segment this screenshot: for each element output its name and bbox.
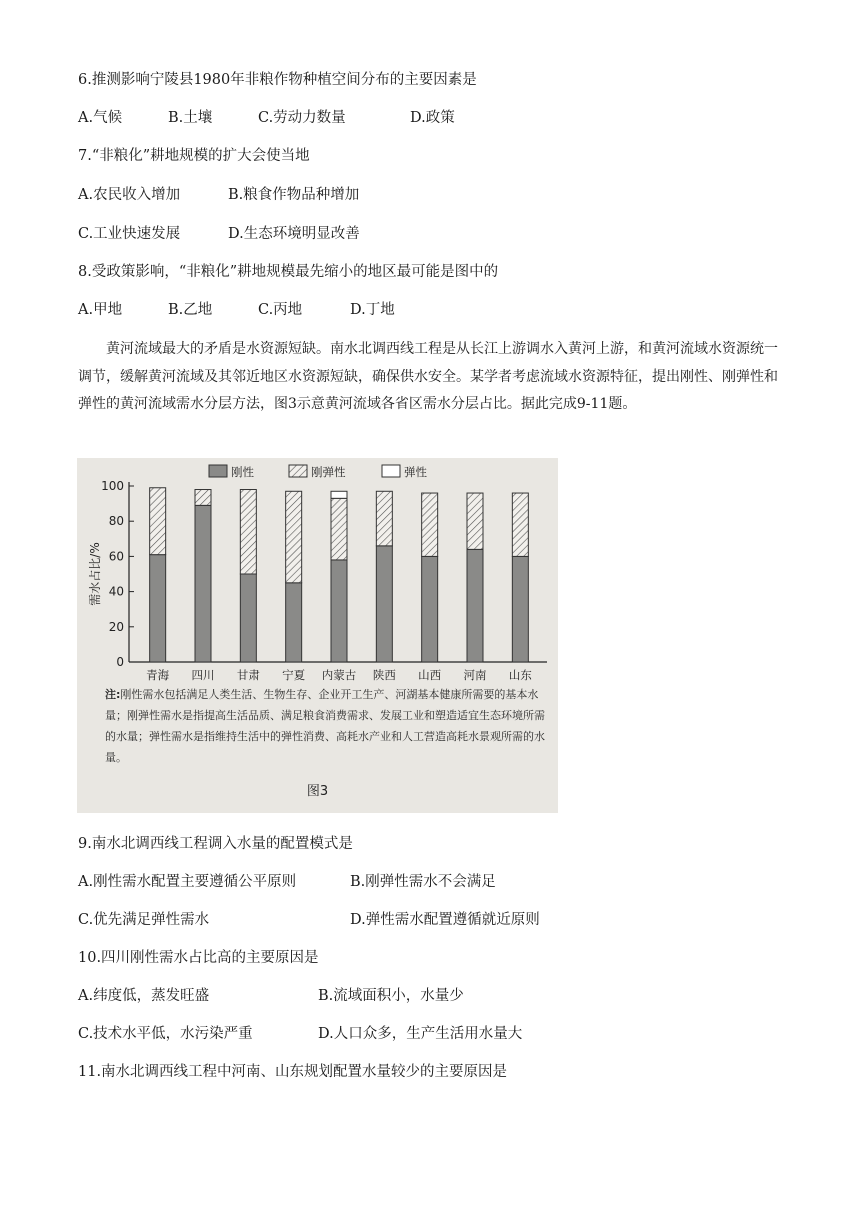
question-7-option-b: B.粮食作物品种增加: [228, 187, 360, 203]
bar-segment-rigid-elastic: [331, 498, 347, 560]
y-tick-label: 100: [101, 479, 124, 493]
question-6-stem: 6.推测影响宁陵县1980年非粮作物种植空间分布的主要因素是: [78, 72, 477, 88]
question-10-option-a: A.纬度低，蒸发旺盛: [78, 988, 210, 1004]
legend-swatch: [209, 465, 227, 477]
question-6-option-b: B.土壤: [168, 110, 213, 126]
bar-segment-elastic: [331, 491, 347, 498]
legend-swatch: [289, 465, 307, 477]
question-10-stem: 10.四川刚性需水占比高的主要原因是: [78, 950, 319, 966]
bar-segment-rigid-elastic: [286, 491, 302, 583]
bar-segment-rigid: [286, 583, 302, 662]
question-8-stem: 8.受政策影响，“非粮化”耕地规模最先缩小的地区最可能是图中的: [78, 264, 499, 280]
bar-segment-rigid: [240, 574, 256, 662]
bar-segment-rigid: [331, 560, 347, 662]
question-8-option-a: A.甲地: [78, 302, 123, 318]
bar-segment-rigid-elastic: [150, 488, 166, 555]
question-6-option-a: A.气候: [78, 110, 123, 126]
question-9-option-a: A.刚性需水配置主要遵循公平原则: [78, 874, 297, 890]
question-6-option-c: C.劳动力数量: [258, 110, 346, 126]
bar-segment-rigid-elastic: [376, 491, 392, 546]
question-7-option-d: D.生态环境明显改善: [228, 226, 360, 242]
x-category-label: 内蒙古: [321, 668, 357, 682]
x-category-label: 甘肃: [236, 668, 260, 682]
bar-segment-rigid: [195, 505, 211, 662]
legend-label: 弹性: [404, 465, 427, 479]
bar-segment-rigid: [376, 546, 392, 662]
figure-note-label: 注:: [105, 688, 121, 701]
y-tick-label: 40: [108, 584, 124, 599]
y-tick-label: 0: [116, 655, 124, 669]
y-axis-label: 需水占比/%: [88, 542, 102, 606]
y-tick-label: 20: [108, 619, 124, 634]
question-11-stem: 11.南水北调西线工程中河南、山东规划配置水量较少的主要原因是: [78, 1064, 508, 1080]
bar-segment-rigid: [150, 555, 166, 662]
bar-segment-rigid: [467, 549, 483, 662]
question-8-option-d: D.丁地: [350, 302, 395, 318]
question-10-option-b: B.流域面积小，水量少: [318, 988, 464, 1004]
x-category-label: 青海: [146, 668, 170, 682]
figure-caption: 图3: [306, 784, 329, 799]
bar-segment-rigid: [422, 556, 438, 662]
bar-segment-rigid-elastic: [512, 493, 528, 556]
question-7-stem: 7.“非粮化”耕地规模的扩大会使当地: [78, 148, 310, 164]
bar-segment-rigid-elastic: [467, 493, 483, 549]
y-tick-label: 80: [108, 514, 124, 529]
x-category-label: 陕西: [372, 668, 396, 682]
figure-3: [77, 458, 558, 813]
legend-swatch: [382, 465, 400, 477]
legend-label: 刚弹性: [311, 465, 346, 479]
figure-note: [105, 684, 545, 768]
legend-label: 刚性: [231, 465, 254, 479]
question-7-option-a: A.农民收入增加: [78, 187, 181, 203]
question-8-option-b: B.乙地: [168, 302, 213, 318]
bar-segment-rigid-elastic: [240, 490, 256, 574]
question-9-stem: 9.南水北调西线工程调入水量的配置模式是: [78, 836, 353, 852]
bar-segment-rigid-elastic: [195, 490, 211, 506]
x-category-label: 河南: [463, 668, 487, 682]
question-8-option-c: C.丙地: [258, 302, 303, 318]
x-category-label: 四川: [191, 668, 215, 682]
question-6-option-d: D.政策: [410, 110, 455, 126]
question-10-option-c: C.技术水平低，水污染严重: [78, 1026, 253, 1042]
x-category-label: 山西: [418, 668, 442, 682]
stacked-bar-chart: [77, 458, 558, 688]
question-7-option-c: C.工业快速发展: [78, 226, 181, 242]
bar-segment-rigid-elastic: [422, 493, 438, 556]
x-category-label: 山东: [508, 668, 532, 682]
question-9-option-d: D.弹性需水配置遵循就近原则: [350, 912, 540, 928]
y-tick-label: 60: [108, 549, 124, 564]
question-9-option-b: B.刚弹性需水不会满足: [350, 874, 496, 890]
x-category-label: 宁夏: [282, 668, 306, 682]
question-10-option-d: D.人口众多，生产生活用水量大: [318, 1026, 523, 1042]
figure-note-text: 刚性需水包括满足人类生活、生物生存、企业开工生产、河湖基本健康所需要的基本水量；刚弹性需水是指提高生活品质、满足粮食消费需求、发展工业和塑造适宜生态环境所需的水量；弹性需水是指维持生活中的弹性消费、高耗水产业和人工营造高耗水景观所需的水量。: [105, 688, 545, 764]
question-9-option-c: C.优先满足弹性需水: [78, 912, 210, 928]
passage-text: 黄河流域最大的矛盾是水资源短缺。南水北调西线工程是从长江上游调水入黄河上游，和黄河流域水资源统一调节，缓解黄河流域及其邻近地区水资源短缺，确保供水安全。某学者考虑流域水资源特征，提出刚性、刚弹性和弹性的黄河流域需水分层方法，图3示意黄河流域各省区需水分层占比。据此完成9-11题。: [78, 341, 778, 412]
bar-segment-rigid: [512, 556, 528, 662]
